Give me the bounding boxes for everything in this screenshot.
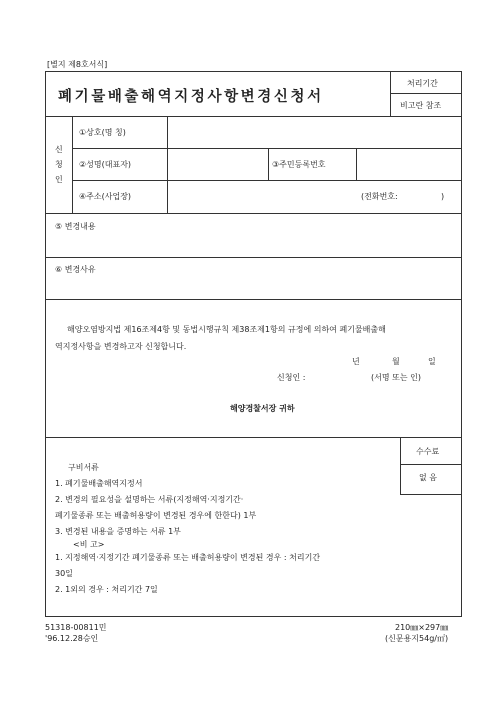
- form-title: 폐기물배출해역지정사항변경신청서: [58, 89, 324, 105]
- remark-item-1-cont: 30일: [55, 569, 73, 578]
- footer-size: 210㎜×297㎜: [395, 623, 449, 632]
- date-year: 년: [352, 357, 360, 366]
- footer-code: 51318-00811민: [45, 623, 107, 632]
- applicant-char-1: 신: [55, 145, 63, 154]
- addressee: 해양경찰서장 귀하: [230, 404, 295, 413]
- form-number: [별지 제8호서식]: [47, 60, 108, 69]
- body-line-1: 해양오염방지법 제16조제4항 및 동법시행규칙 제38조제1항의 규정에 의하여 폐기물배출해: [67, 325, 386, 334]
- processing-label: 처리기간: [407, 79, 438, 88]
- remark-item-1: 1. 지정해역·지정기간 폐기물종류 또는 배출허용량이 변경된 경우 : 처리기간: [55, 553, 321, 562]
- document-item-2: 2. 변경의 필요성을 설명하는 서류(지정해역·지정기간·: [55, 495, 244, 504]
- fee-label: 수수료: [416, 447, 440, 456]
- name-label: ②성명(대표자): [79, 160, 132, 169]
- reg-no-label: ③주민등록번호: [272, 160, 326, 169]
- applicant-sign-label: 신청인 :: [277, 373, 306, 382]
- phone-close: ): [441, 192, 445, 201]
- remark-item-2: 2. 1외의 경우 : 처리기간 7일: [55, 585, 158, 594]
- remarks-heading: <비 고>: [73, 540, 105, 549]
- trade-name-label: ①상호(명 칭): [79, 128, 126, 137]
- change-reason-label: ⑥ 변경사유: [55, 265, 96, 274]
- document-item-3: 3. 변경된 내용을 증명하는 서류 1부: [55, 527, 181, 536]
- change-content-label: ⑤ 변경내용: [55, 222, 96, 231]
- document-item-1: 1. 폐기물배출해역지정서: [55, 479, 143, 488]
- date-month: 월: [392, 357, 400, 366]
- documents-heading: 구비서류: [68, 463, 99, 472]
- body-line-2: 역지정사항을 변경하고자 신청합니다.: [55, 342, 187, 351]
- phone-label: (전화번호:: [361, 192, 398, 201]
- footer-paper: (신문용지54g/㎡): [385, 634, 449, 643]
- processing-value: 비고란 참조: [400, 101, 442, 110]
- fee-value: 없 음: [419, 473, 437, 482]
- signature-note: (서명 또는 인): [371, 373, 421, 382]
- footer-approval: '96.12.28승인: [45, 634, 99, 643]
- document-item-2-cont: 폐기물종류 또는 배출허용량이 변경된 경우에 한한다) 1부: [55, 511, 257, 520]
- applicant-char-3: 인: [55, 175, 63, 184]
- address-label: ④주소(사업장): [79, 192, 132, 201]
- date-day: 일: [428, 357, 436, 366]
- applicant-char-2: 청: [55, 160, 63, 169]
